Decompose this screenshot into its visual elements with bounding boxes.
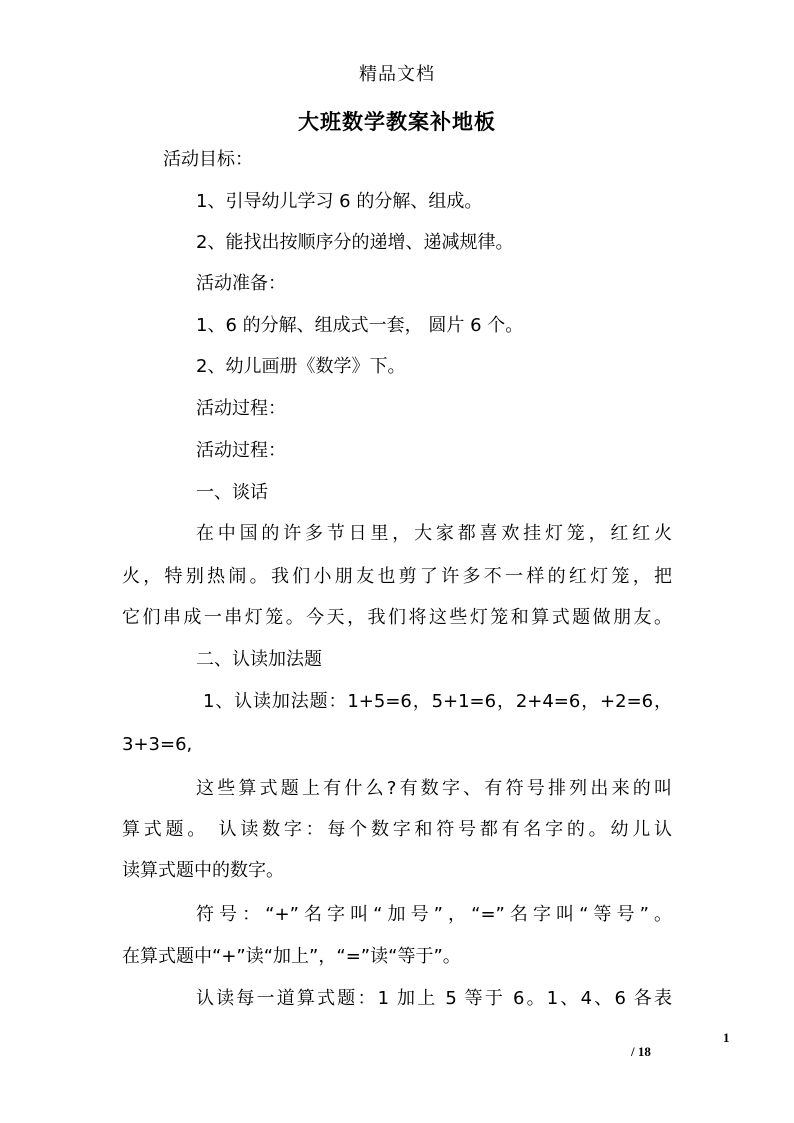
- paragraph-line: 读算式题中的数字。: [122, 860, 284, 881]
- document-title: 大班数学教案补地板: [298, 109, 496, 134]
- goal-heading: 活动目标：: [163, 149, 253, 170]
- process-heading: 活动过程：: [196, 398, 286, 419]
- page-number: 1: [723, 1030, 730, 1045]
- paragraph-line: 认读每一道算式题：1 加上 5 等于 6。1、4、6 各表: [196, 988, 672, 1009]
- section-talk-heading: 一、谈话: [196, 482, 268, 503]
- prep-heading: 活动准备：: [196, 273, 286, 294]
- paragraph-line: 它们串成一串灯笼。今天，我们将这些灯笼和算式题做朋友。: [122, 607, 672, 628]
- goal-item-1: 1、引导幼儿学习 6 的分解、组成。: [196, 191, 483, 212]
- prep-item-1: 1、6 的分解、组成式一套， 圆片 6 个。: [196, 315, 524, 336]
- paragraph-line: 算式题。 认读数字：每个数字和符号都有名字的。幼儿认: [122, 819, 672, 840]
- paragraph-line: 在中国的许多节日里，大家都喜欢挂灯笼，红红火: [196, 523, 672, 544]
- paragraph-line: 3+3=6,: [122, 734, 193, 755]
- prep-item-2: 2、幼儿画册《数学》下。: [196, 356, 406, 377]
- page-total: / 18: [631, 1044, 651, 1059]
- goal-item-2: 2、能找出按顺序分的递增、递减规律。: [196, 232, 514, 253]
- paragraph-line: 火，特别热闹。我们小朋友也剪了许多不一样的红灯笼，把: [122, 566, 672, 587]
- document-header: 精品文档: [359, 64, 435, 85]
- section-read-heading: 二、认读加法题: [196, 649, 322, 670]
- paragraph-line: 1、认读加法题：1+5=6，5+1=6，2+4=6，+2=6，: [203, 691, 672, 712]
- paragraph-line: 符号：“+”名字叫“加号”，“=”名字叫“等号”。: [196, 904, 672, 925]
- process-heading-repeat: 活动过程：: [196, 440, 286, 461]
- paragraph-line: 在算式题中“+”读“加上”，“=”读“等于”。: [122, 946, 461, 967]
- paragraph-line: 这些算式题上有什么?有数字、有符号排列出来的叫: [196, 778, 672, 799]
